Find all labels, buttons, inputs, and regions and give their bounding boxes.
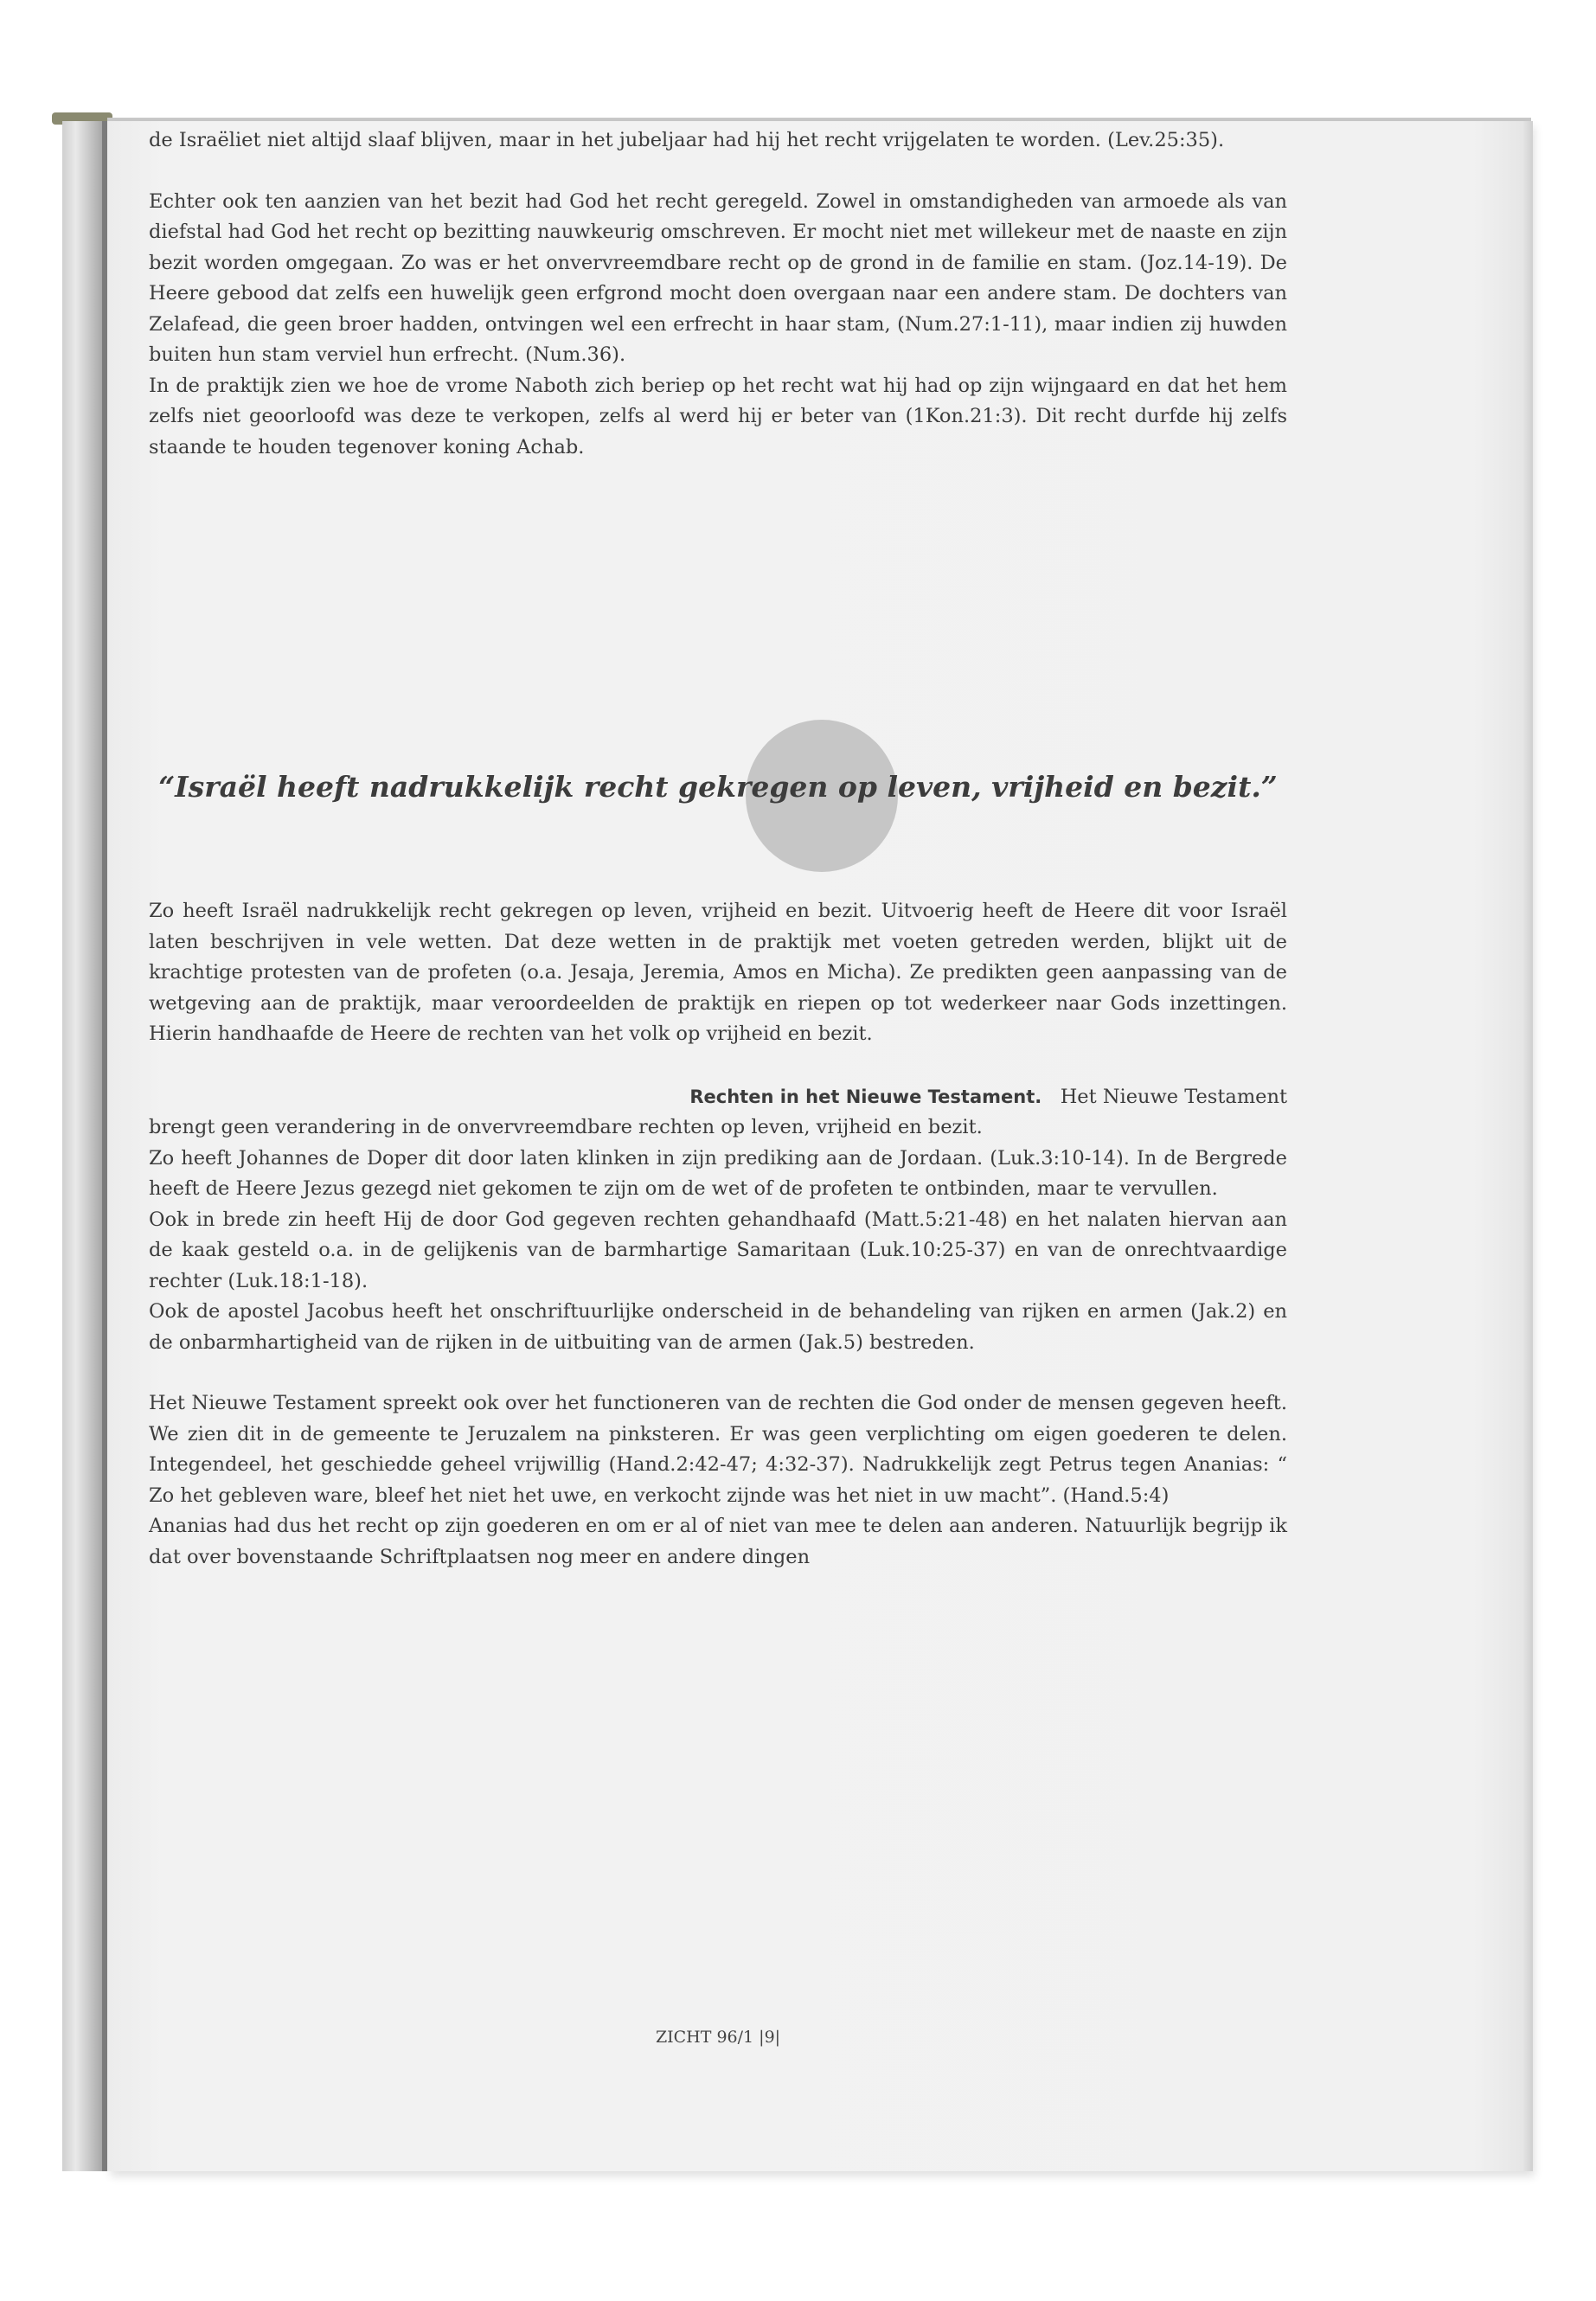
section-intro-tail: Het Nieuwe Testament (1060, 1085, 1287, 1108)
body-paragraph: Echter ook ten aanzien van het bezit had God het recht geregeld. Zowel in omstandigheden van armoede als van diefstal had God het recht op bezitting nauwkeurig omschreven. Er mocht niet met willekeur met de naaste en zijn bezit worden omgegaan. Zo was er het onvervreemdbare recht op de grond in de familie en stam. (Joz.14-19). De Heere gebood dat zelfs een huwelijk geen erfgrond mocht doen overgaan naar een andere stam. De dochters van Zelafead, die geen broer hadden, ontvingen wel een erfrecht in haar stam, (Num.27:1-11), maar indien zij huwden buiten hun stam verviel hun erfrecht. (Num.36). (149, 189, 1287, 366)
section-line: Ook in brede zin heeft Hij de door God gegeven rechten gehandhaafd (Matt.5:21-48) en het nalaten hiervan aan de kaak gesteld o.a. in de gelijkenis van de barmhartige Samaritaan (Luk.10:25-37) en van de onrechtvaardige rechter (Luk.18:1-18). (149, 1208, 1287, 1292)
body-paragraph: In de praktijk zien we hoe de vrome Naboth zich beriep op het recht wat hij had op zijn wijngaard en dat het hem zelfs niet geoorloofd was deze te verkopen, zelfs al werd hij er beter van (1Kon.21:3). Dit recht durfde hij zelfs staande te houden tegenover koning Achab. (149, 374, 1287, 458)
section-heading: Rechten in het Nieuwe Testament. (689, 1086, 1042, 1107)
book-spine (62, 121, 107, 2171)
section-line: Ook de apostel Jacobus heeft het onschriftuurlijke onderscheid in de behandeling van rijken en armen (Jak.2) en de onbarmhartigheid van de rijken in de uitbuiting van de armen (Jak.5) bestreden. (149, 1300, 1287, 1354)
article-body-top (149, 125, 1287, 463)
page-footer: ZICHT 96/1 |9| (655, 2028, 781, 2047)
article-body-bottom (149, 896, 1287, 1573)
body-paragraph: Het Nieuwe Testament spreekt ook over het functioneren van de rechten die God onder de mensen gegeven heeft. We zien dit in de gemeente te Jeruzalem na pinksteren. Er was geen verplichting om eigen goederen te delen. Integendeel, het geschiedde geheel vrijwillig (Hand.2:42-47; 4:32-37). Nadrukkelijk zegt Petrus tegen Ananias: “ Zo het gebleven ware, bleef het niet het uwe, en verkocht zijnde was het niet in uw macht”. (Hand.5:4) (149, 1392, 1287, 1507)
page-right-edge (1522, 121, 1533, 2171)
section-intro-line (149, 1082, 1287, 1113)
body-paragraph: de Israëliet niet altijd slaaf blijven, maar in het jubeljaar had hij het recht vrijgelaten te worden. (Lev.25:35). (149, 129, 1225, 151)
body-paragraph: Zo heeft Israël nadrukkelijk recht gekregen op leven, vrijheid en bezit. Uitvoerig heeft de Heere dit voor Israël laten beschrijven in vele wetten. Dat deze wetten in de praktijk met voeten getreden werden, blijkt uit de krachtige protesten van de profeten (o.a. Jesaja, Jeremia, Amos en Micha). Ze predikten geen aanpassing van de wetgeving aan de praktijk, maar veroordeelden de praktijk en riepen op tot wederkeer naar Gods inzettingen. Hierin handhaafde de Heere de rechten van het volk op vrijheid en bezit. (149, 900, 1287, 1045)
section-line: Zo heeft Johannes de Doper dit door laten klinken in zijn prediking aan de Jordaan. (Luk.3:10-14). In de Bergrede heeft de Heere Jezus gezegd niet gekomen te zijn om de wet of de profeten te ontbinden, maar te vervullen. (149, 1146, 1287, 1200)
body-paragraph: Ananias had dus het recht op zijn goederen en om er al of niet van mee te delen aan anderen. Natuurlijk begrijp ik dat over bovenstaande Schriftplaatsen nog meer en andere dingen (149, 1515, 1287, 1568)
pull-quote-block (149, 720, 1287, 824)
spine-edge (102, 121, 107, 2171)
pull-quote: “Israël heeft nadrukkelijk recht gekregen op leven, vrijheid en bezit.” (158, 770, 1278, 804)
section-line: brengt geen verandering in de onvervreemdbare rechten op leven, vrijheid en bezit. (149, 1116, 983, 1138)
